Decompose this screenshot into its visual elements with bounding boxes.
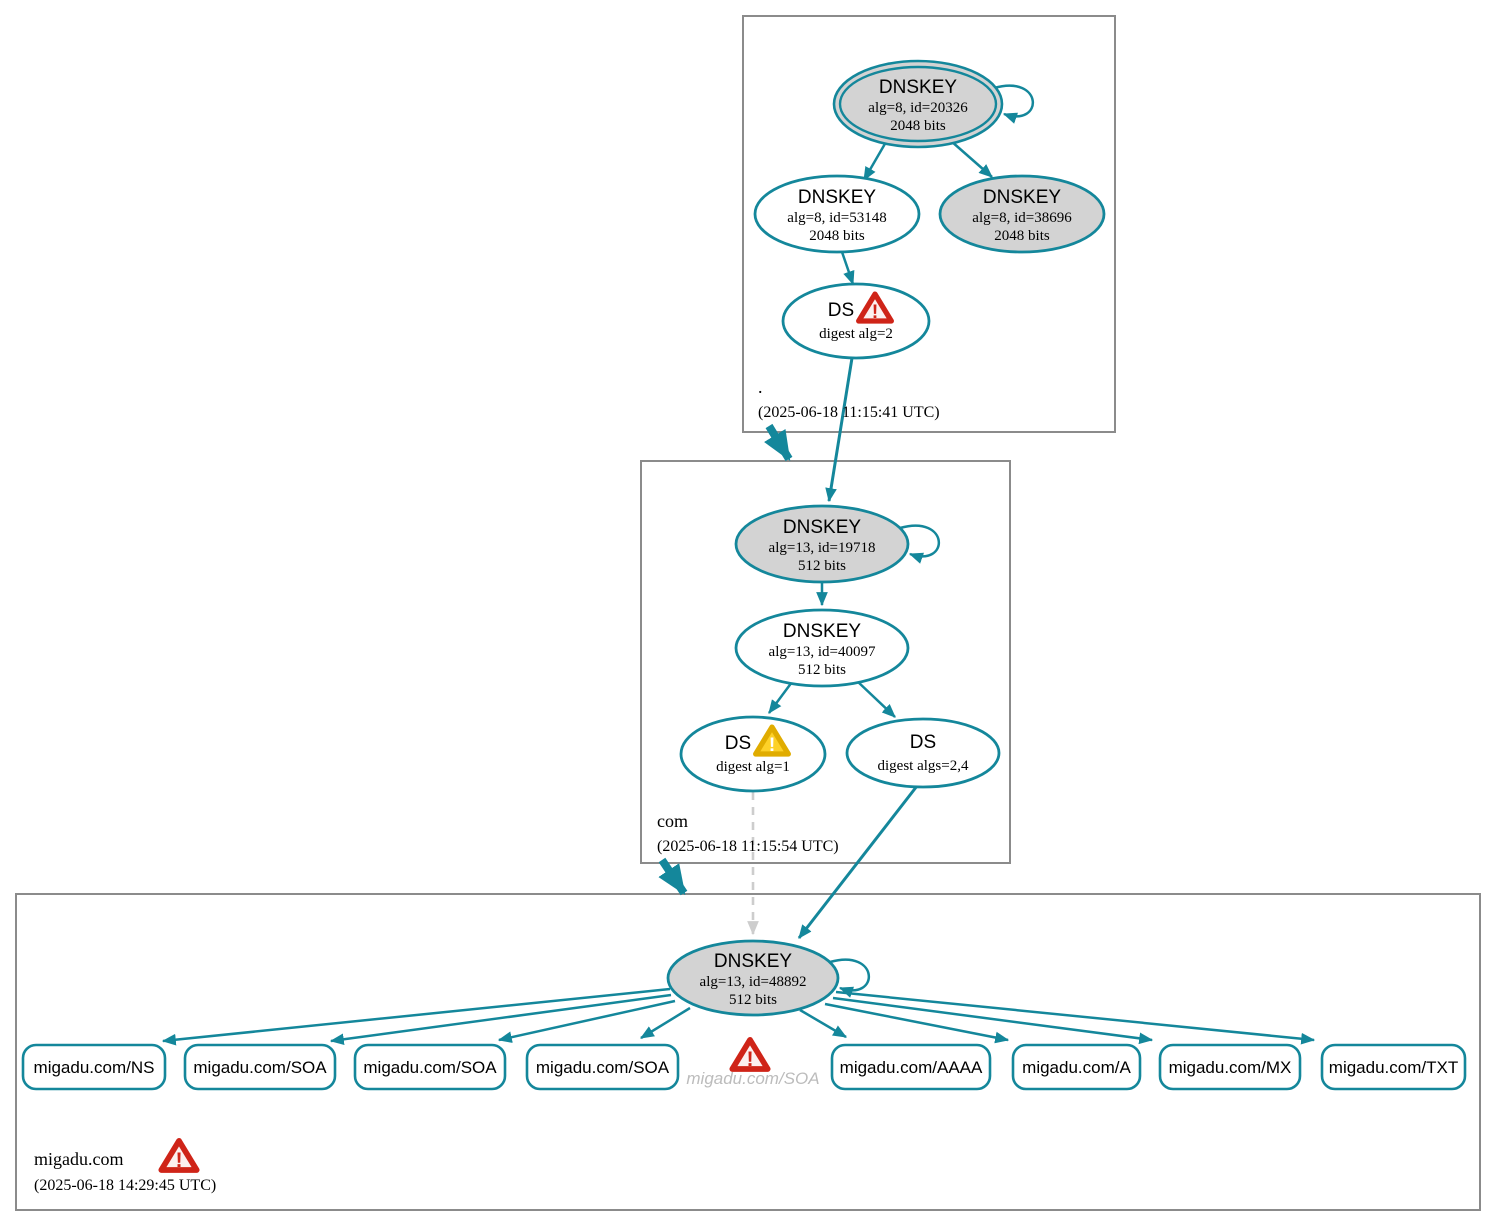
warning-exclamation: ! — [175, 1147, 183, 1172]
node-title: DNSKEY — [982, 187, 1062, 208]
node-attribute-line: 2048 bits — [809, 228, 865, 244]
dnskey-com-40097[interactable] — [736, 610, 908, 686]
node-attribute-line: digest alg=2 — [819, 326, 893, 342]
rrset-label: migadu.com/NS — [33, 1058, 155, 1077]
edge-dnskey-root-20326-to-dnskey-root-38696 — [951, 141, 992, 177]
node-attribute-line: alg=8, id=53148 — [787, 210, 887, 226]
node-attribute-line: alg=8, id=38696 — [972, 210, 1072, 226]
node-attribute-line: alg=13, id=48892 — [699, 974, 807, 990]
rrset-label: migadu.com/SOA — [193, 1058, 327, 1077]
edge-dnskey-com-40097-to-ds-com-algs24 — [857, 681, 895, 717]
rrset-label: migadu.com/TXT — [1328, 1058, 1459, 1077]
rrset-migadu-ns[interactable] — [23, 1045, 165, 1089]
node-outline — [681, 717, 825, 791]
edge-dnskey-root-53148-to-ds-root — [842, 252, 853, 284]
dnskey-root-38696[interactable] — [940, 176, 1104, 252]
rrset-migadu-soa-3[interactable] — [527, 1045, 678, 1089]
node-attribute-line: digest algs=2,4 — [877, 758, 969, 774]
rrset-migadu-soa-error[interactable] — [686, 1040, 819, 1088]
dnskey-migadu-48892[interactable] — [668, 941, 869, 1015]
rrset-migadu-a[interactable] — [1013, 1045, 1140, 1089]
node-attribute-line: 512 bits — [729, 992, 777, 1008]
rrset-label: migadu.com/MX — [1168, 1058, 1292, 1077]
rrset-label: migadu.com/SOA — [535, 1058, 670, 1077]
node-title: DNSKEY — [878, 77, 958, 98]
warning-exclamation: ! — [768, 734, 776, 757]
edge-dnskey-root-20326-to-dnskey-root-53148 — [864, 142, 886, 180]
ds-com-alg1[interactable] — [681, 717, 825, 791]
warning-exclamation: ! — [746, 1046, 754, 1071]
rrset-migadu-soa-1[interactable] — [185, 1045, 335, 1089]
edge-dnskey-migadu-48892-to-rrset-migadu-txt — [836, 992, 1314, 1040]
zone-name-migadu-com: migadu.com — [34, 1149, 124, 1169]
node-attribute-line: 2048 bits — [994, 228, 1050, 244]
node-attribute-line: alg=13, id=40097 — [768, 644, 876, 660]
zone-timestamp-root: (2025-06-18 11:15:41 UTC) — [758, 404, 940, 421]
node-attribute-line: 2048 bits — [890, 118, 946, 134]
rrset-migadu-soa-2[interactable] — [355, 1045, 505, 1089]
edge-dnskey-migadu-48892-to-rrset-migadu-soa-3 — [641, 1008, 690, 1038]
error-icon — [161, 1141, 196, 1172]
ds-com-algs24[interactable] — [847, 719, 999, 787]
node-attribute-line: 512 bits — [798, 558, 846, 574]
edge-ds-root-to-dnskey-com-19718 — [829, 358, 852, 501]
node-title: DS — [827, 300, 855, 321]
node-title: DNSKEY — [797, 187, 877, 208]
rrset-label: migadu.com/AAAA — [839, 1058, 983, 1077]
node-title: DNSKEY — [782, 621, 862, 642]
node-outline — [783, 284, 929, 358]
node-title: DNSKEY — [713, 951, 793, 972]
node-attribute-line: alg=13, id=19718 — [768, 540, 876, 556]
zone-name-root: . — [758, 377, 763, 397]
node-title: DS — [724, 733, 752, 754]
node-outline — [847, 719, 999, 787]
zone-timestamp-com: (2025-06-18 11:15:54 UTC) — [657, 838, 839, 855]
rrset-migadu-mx[interactable] — [1160, 1045, 1300, 1089]
rrset-error-label: migadu.com/SOA — [686, 1069, 820, 1088]
node-title: DS — [909, 732, 937, 753]
zone-name-com: com — [657, 811, 688, 831]
rrset-label: migadu.com/SOA — [363, 1058, 497, 1077]
rrset-label: migadu.com/A — [1022, 1058, 1131, 1077]
dnskey-com-19718[interactable] — [736, 506, 939, 582]
ds-root[interactable] — [783, 284, 929, 358]
edge-dnskey-com-40097-to-ds-com-alg1 — [769, 682, 792, 713]
node-title: DNSKEY — [782, 517, 862, 538]
error-icon — [732, 1040, 767, 1071]
edge-dnskey-migadu-48892-to-rrset-migadu-aaaa — [800, 1010, 846, 1037]
node-attribute-line: digest alg=1 — [716, 759, 790, 775]
warning-exclamation: ! — [871, 301, 879, 324]
dnskey-root-53148[interactable] — [755, 176, 919, 252]
edge-zone-root-to-zone-com — [769, 426, 789, 459]
dnskey-root-20326[interactable] — [834, 61, 1033, 147]
rrset-migadu-aaaa[interactable] — [832, 1045, 990, 1089]
edge-dnskey-migadu-48892-to-rrset-migadu-ns — [163, 989, 670, 1041]
rrset-migadu-txt[interactable] — [1322, 1045, 1465, 1089]
edge-zone-com-to-zone-migadu-com — [662, 860, 684, 893]
zone-timestamp-migadu-com: (2025-06-18 14:29:45 UTC) — [34, 1177, 217, 1194]
node-attribute-line: 512 bits — [798, 662, 846, 678]
node-attribute-line: alg=8, id=20326 — [868, 100, 968, 116]
